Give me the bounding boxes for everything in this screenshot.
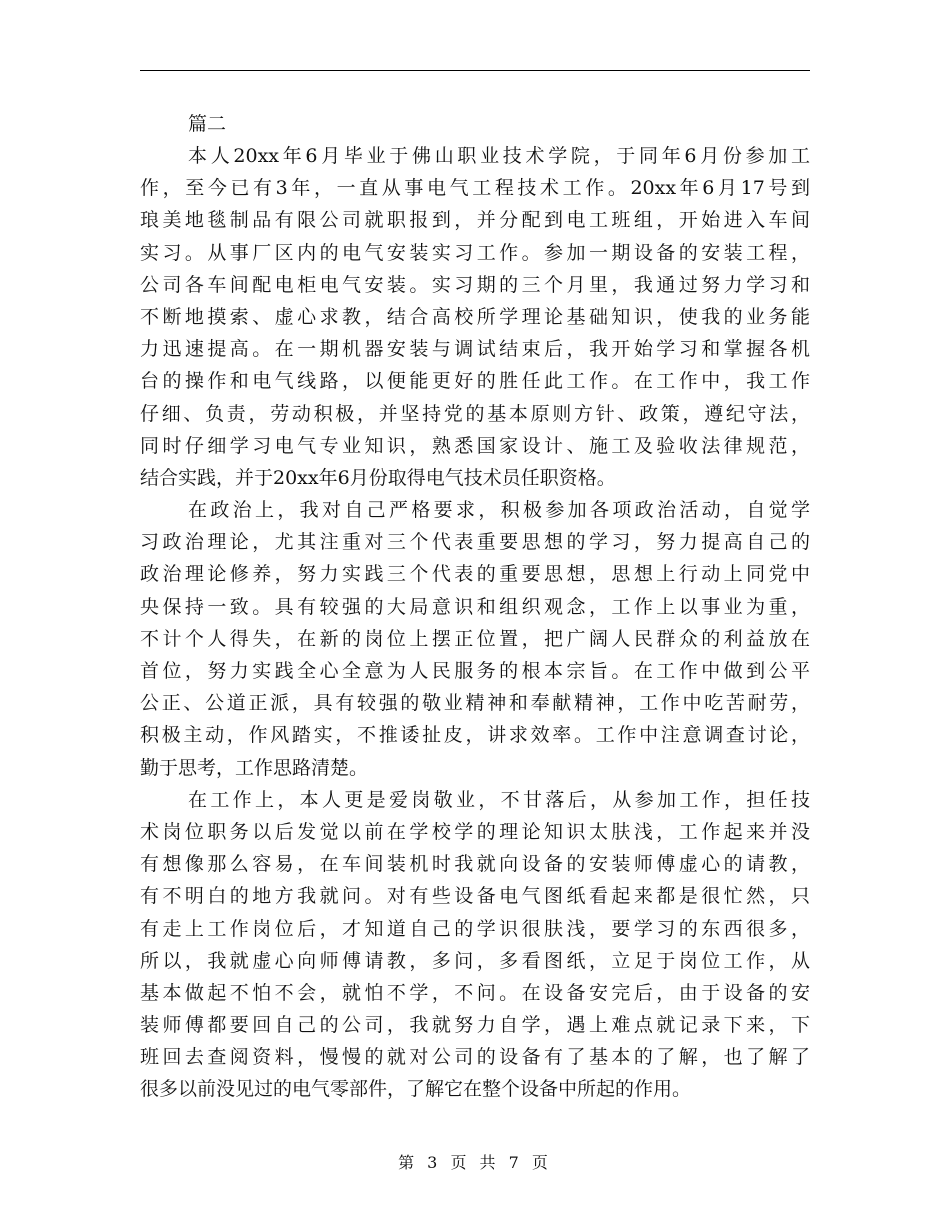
text-line: 装师傅都要回自己的公司，我就努力自学，遇上难点就记录下来，下 [140,1014,810,1037]
text-line: 积极主动，作风踏实，不推诿扯皮，讲求效率。工作中注意调查讨论， [140,724,810,747]
text-line: 公正、公道正派，具有较强的敬业精神和奉献精神，工作中吃苦耐劳， [140,692,810,715]
text-line: 有走上工作岗位后，才知道自己的学识很肤浅，要学习的东西很多， [140,917,810,940]
text-line: 在工作上，本人更是爱岗敬业，不甘落后，从参加工作，担任技 [188,788,810,811]
text-line: 勤于思考，工作思路清楚。 [140,756,369,779]
text-line: 习政治理论，尤其注重对三个代表重要思想的学习，努力提高自己的 [140,531,810,554]
document-body [140,108,810,1106]
text-line: 班回去查阅资料，慢慢的就对公司的设备有了基本的了解，也了解了 [140,1046,810,1069]
text-line: 公司各车间配电柜电气安装。实习期的三个月里，我通过努力学习和 [140,273,810,296]
page-number-footer: 第 3 页 共 7 页 [398,1153,552,1172]
text-line: 同时仔细学习电气专业知识，熟悉国家设计、施工及验收法律规范， [140,434,810,457]
text-line: 力迅速提高。在一期机器安装与调试结束后，我开始学习和掌握各机 [140,338,810,361]
text-line: 基本做起不怕不会，就怕不学，不问。在设备安完后，由于设备的安 [140,981,810,1004]
text-line: 台的操作和电气线路，以便能更好的胜任此工作。在工作中，我工作 [140,370,810,393]
paragraph-2 [140,494,810,784]
text-line: 结合实践，并于20xx年6月份取得电气技术员任职资格。 [140,466,616,489]
text-line: 不断地摸索、虚心求教，结合高校所学理论基础知识，使我的业务能 [140,305,810,328]
text-line: 有不明白的地方我就问。对有些设备电气图纸看起来都是很忙然，只 [140,885,810,908]
text-line: 央保持一致。具有较强的大局意识和组织观念，工作上以事业为重， [140,595,810,618]
text-line: 仔细、负责，劳动积极，并坚持党的基本原则方针、政策，遵纪守法， [140,402,810,425]
text-line: 所以，我就虚心向师傅请教，多问，多看图纸，立足于岗位工作，从 [140,949,810,972]
text-line: 政治理论修养，努力实践三个代表的重要思想，思想上行动上同党中 [140,563,810,586]
text-line: 首位，努力实践全心全意为人民服务的根本宗旨。在工作中做到公平 [140,660,810,682]
text-line: 作，至今已有3年，一直从事电气工程技术工作。20xx年6月17号到 [140,177,810,200]
text-line: 术岗位职务以后发觉以前在学校学的理论知识太肤浅，工作起来并没 [140,820,810,843]
text-line: 琅美地毯制品有限公司就职报到，并分配到电工班组，开始进入车间 [140,209,810,232]
paragraph-1 [140,140,810,494]
header-rule [140,70,810,71]
section-heading: 篇二 [188,113,227,135]
text-line: 很多以前没见过的电气零部件，了解它在整个设备中所起的作用。 [140,1078,692,1101]
text-line: 不计个人得失，在新的岗位上摆正位置，把广阔人民群众的利益放在 [140,627,810,650]
text-line: 实习。从事厂区内的电气安装实习工作。参加一期设备的安装工程， [140,241,810,264]
text-line: 在政治上，我对自己严格要求，积极参加各项政治活动，自觉学 [188,499,810,522]
text-line: 本人20xx年6月毕业于佛山职业技术学院，于同年6月份参加工 [188,145,810,167]
paragraph-3 [140,784,810,1106]
text-line: 有想像那么容易，在车间装机时我就向设备的安装师傅虚心的请教， [140,853,810,876]
